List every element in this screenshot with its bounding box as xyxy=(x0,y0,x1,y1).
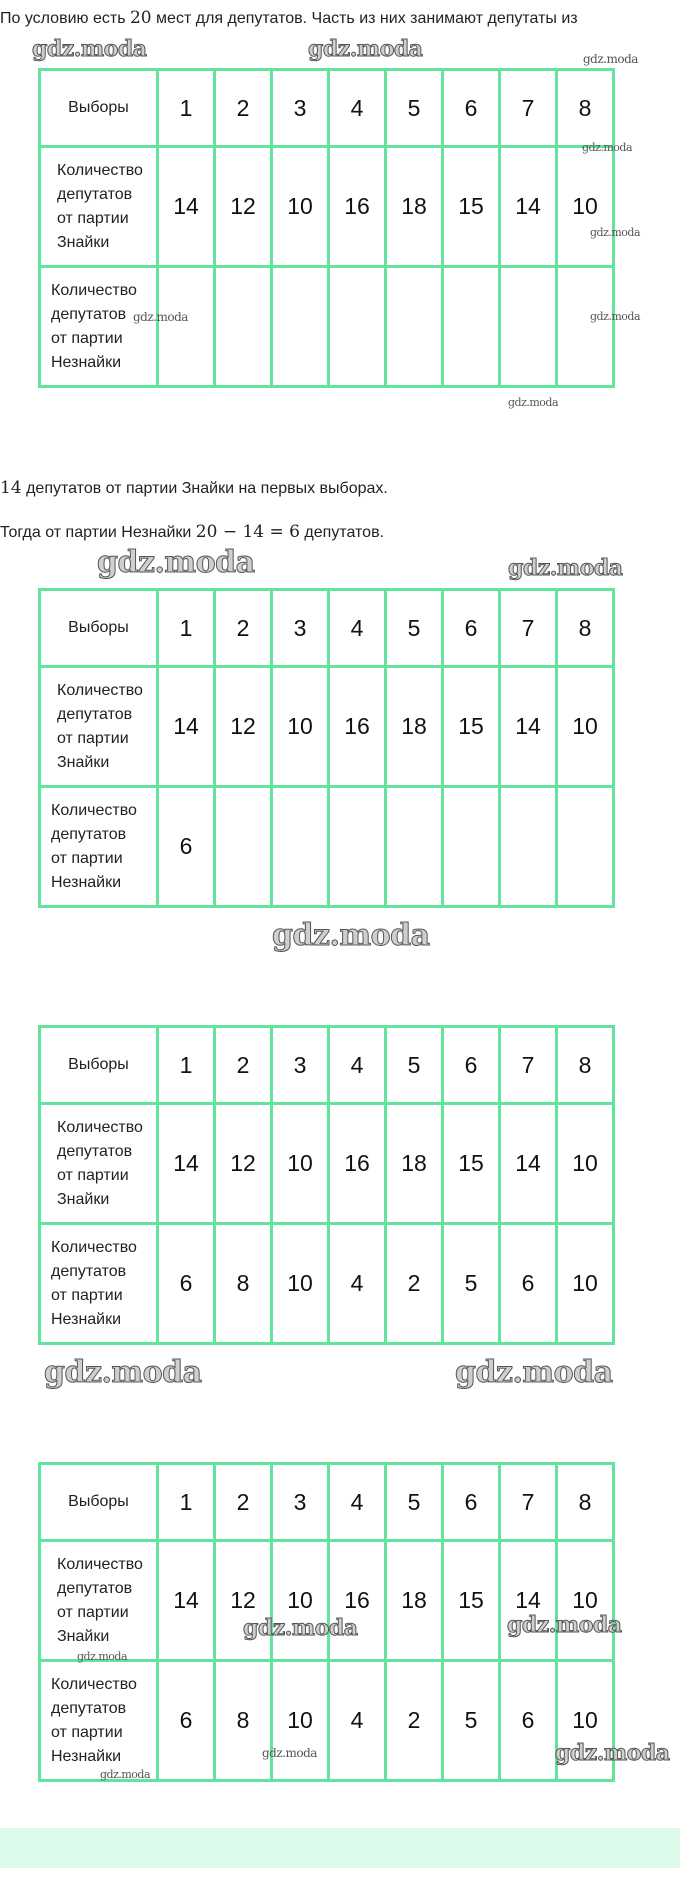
neznayka-value xyxy=(500,267,557,387)
intro-line-1 xyxy=(0,8,578,29)
watermark: gdz.moda xyxy=(308,36,423,62)
watermark: gdz.moda xyxy=(455,1355,613,1390)
election-number: 5 xyxy=(386,1464,443,1541)
neznayka-value xyxy=(215,787,272,907)
neznayka-label: Количество депутатов от партии Незнайки xyxy=(40,267,158,387)
neznayka-value xyxy=(329,787,386,907)
znayka-value: 16 xyxy=(329,667,386,787)
znayka-value: 12 xyxy=(215,1541,272,1661)
znayka-value: 14 xyxy=(158,147,215,267)
watermark: gdz.moda xyxy=(133,310,188,324)
znayka-value: 12 xyxy=(215,1104,272,1224)
znayka-value: 12 xyxy=(215,667,272,787)
election-number: 7 xyxy=(500,1464,557,1541)
neznayka-label: Количество депутатов от партии Незнайки xyxy=(40,1661,158,1781)
election-number: 7 xyxy=(500,70,557,147)
election-number: 1 xyxy=(158,590,215,667)
neznayka-value: 6 xyxy=(500,1224,557,1344)
znayka-value: 10 xyxy=(272,1541,329,1661)
znayka-value: 10 xyxy=(557,667,614,787)
intro-line-3 xyxy=(0,522,384,543)
watermark: gdz.moda xyxy=(555,1740,670,1766)
watermark: gdz.moda xyxy=(507,1612,622,1638)
neznayka-value xyxy=(272,267,329,387)
elections-label: Выборы xyxy=(40,590,158,667)
table-3 xyxy=(38,1025,615,1345)
election-number: 6 xyxy=(443,1464,500,1541)
election-number: 5 xyxy=(386,1027,443,1104)
neznayka-value: 6 xyxy=(158,1661,215,1781)
watermark: gdz.moda xyxy=(590,226,641,239)
watermark: gdz.moda xyxy=(243,1615,358,1641)
elections-label: Выборы xyxy=(40,1464,158,1541)
election-number: 5 xyxy=(386,70,443,147)
znayka-label: Количество депутатов от партии Знайки xyxy=(40,1541,158,1661)
neznayka-value: 10 xyxy=(557,1661,614,1781)
intro-line-1-number: 20 xyxy=(129,8,152,28)
znayka-value: 15 xyxy=(443,1104,500,1224)
intro-line-2-number: 14 xyxy=(0,478,22,498)
neznayka-value xyxy=(215,267,272,387)
znayka-label: Количество депутатов от партии Знайки xyxy=(40,147,158,267)
watermark: gdz.moda xyxy=(583,52,638,66)
znayka-value: 14 xyxy=(158,1104,215,1224)
election-number: 2 xyxy=(215,70,272,147)
table-1 xyxy=(38,68,615,388)
watermark: gdz.moda xyxy=(272,918,430,953)
election-number: 6 xyxy=(443,1027,500,1104)
election-number: 3 xyxy=(272,1027,329,1104)
intro-line-3-formula: 20 − 14 = 6 xyxy=(195,522,300,542)
table-row-neznayka xyxy=(40,787,614,907)
table-row-znayka xyxy=(40,147,614,267)
neznayka-value xyxy=(329,267,386,387)
election-number: 4 xyxy=(329,590,386,667)
znayka-value: 10 xyxy=(272,147,329,267)
election-number: 8 xyxy=(557,1027,614,1104)
neznayka-value xyxy=(158,267,215,387)
neznayka-value xyxy=(500,787,557,907)
znayka-value: 16 xyxy=(329,147,386,267)
znayka-value: 10 xyxy=(557,1104,614,1224)
neznayka-value xyxy=(386,787,443,907)
election-number: 3 xyxy=(272,590,329,667)
znayka-value: 10 xyxy=(272,1104,329,1224)
znayka-value: 12 xyxy=(215,147,272,267)
election-number: 7 xyxy=(500,590,557,667)
watermark: gdz.moda xyxy=(97,545,255,580)
znayka-value: 18 xyxy=(386,147,443,267)
znayka-value: 18 xyxy=(386,1541,443,1661)
neznayka-value xyxy=(386,267,443,387)
znayka-value: 15 xyxy=(443,1541,500,1661)
election-number: 1 xyxy=(158,1027,215,1104)
table-row-elections xyxy=(40,70,614,147)
neznayka-value: 6 xyxy=(158,1224,215,1344)
election-number: 3 xyxy=(272,70,329,147)
table-row-elections xyxy=(40,1027,614,1104)
neznayka-value xyxy=(443,787,500,907)
neznayka-label: Количество депутатов от партии Незнайки xyxy=(40,787,158,907)
neznayka-value: 4 xyxy=(329,1224,386,1344)
table-row-neznayka xyxy=(40,1224,614,1344)
election-number: 8 xyxy=(557,70,614,147)
watermark: gdz.moda xyxy=(77,1650,128,1663)
intro-line-2 xyxy=(0,478,388,499)
watermark: gdz.moda xyxy=(508,555,623,581)
znayka-value: 14 xyxy=(158,667,215,787)
intro-line-2-suffix: депутатов от партии Знайки на первых выборах. xyxy=(21,480,388,497)
election-number: 6 xyxy=(443,590,500,667)
watermark: gdz.moda xyxy=(582,141,633,154)
neznayka-value xyxy=(557,267,614,387)
znayka-value: 18 xyxy=(386,667,443,787)
znayka-value: 10 xyxy=(557,147,614,267)
neznayka-value: 10 xyxy=(272,1224,329,1344)
election-number: 1 xyxy=(158,1464,215,1541)
table-row-znayka xyxy=(40,1104,614,1224)
znayka-value: 14 xyxy=(500,1104,557,1224)
watermark: gdz.moda xyxy=(508,396,559,409)
znayka-value: 10 xyxy=(557,1541,614,1661)
election-number: 2 xyxy=(215,590,272,667)
table-row-elections xyxy=(40,590,614,667)
neznayka-value: 4 xyxy=(329,1661,386,1781)
watermark: gdz.moda xyxy=(100,1768,151,1781)
znayka-value: 10 xyxy=(272,667,329,787)
watermark: gdz.moda xyxy=(44,1355,202,1390)
election-number: 4 xyxy=(329,1027,386,1104)
znayka-value: 16 xyxy=(329,1104,386,1224)
election-number: 3 xyxy=(272,1464,329,1541)
neznayka-value xyxy=(443,267,500,387)
election-number: 4 xyxy=(329,1464,386,1541)
neznayka-value: 2 xyxy=(386,1224,443,1344)
neznayka-value: 8 xyxy=(215,1224,272,1344)
neznayka-value: 5 xyxy=(443,1661,500,1781)
znayka-value: 15 xyxy=(443,667,500,787)
table-row-elections xyxy=(40,1464,614,1541)
intro-line-1-suffix: мест для депутатов. Часть из них занимают депутаты из xyxy=(151,10,578,27)
election-number: 8 xyxy=(557,1464,614,1541)
election-number: 2 xyxy=(215,1027,272,1104)
table-row-neznayka xyxy=(40,267,614,387)
election-number: 8 xyxy=(557,590,614,667)
znayka-value: 14 xyxy=(500,667,557,787)
elections-label: Выборы xyxy=(40,1027,158,1104)
neznayka-value xyxy=(557,787,614,907)
neznayka-label: Количество депутатов от партии Незнайки xyxy=(40,1224,158,1344)
intro-line-3-suffix: депутатов. xyxy=(299,524,385,541)
watermark: gdz.moda xyxy=(590,310,641,323)
znayka-value: 18 xyxy=(386,1104,443,1224)
election-number: 7 xyxy=(500,1027,557,1104)
table-row-znayka xyxy=(40,667,614,787)
watermark: gdz.moda xyxy=(32,36,147,62)
election-number: 2 xyxy=(215,1464,272,1541)
neznayka-value: 2 xyxy=(386,1661,443,1781)
neznayka-value: 6 xyxy=(500,1661,557,1781)
table-2 xyxy=(38,588,615,908)
neznayka-value: 5 xyxy=(443,1224,500,1344)
bottom-band xyxy=(0,1828,680,1868)
table-row-neznayka xyxy=(40,1661,614,1781)
election-number: 6 xyxy=(443,70,500,147)
elections-label: Выборы xyxy=(40,70,158,147)
table-row-znayka xyxy=(40,1541,614,1661)
election-number: 4 xyxy=(329,70,386,147)
intro-line-3-prefix: Тогда от партии Незнайки xyxy=(0,524,196,541)
znayka-value: 16 xyxy=(329,1541,386,1661)
neznayka-value: 10 xyxy=(557,1224,614,1344)
election-number: 1 xyxy=(158,70,215,147)
neznayka-value: 8 xyxy=(215,1661,272,1781)
znayka-value: 14 xyxy=(158,1541,215,1661)
watermark: gdz.moda xyxy=(262,1746,317,1760)
znayka-label: Количество депутатов от партии Знайки xyxy=(40,1104,158,1224)
election-number: 5 xyxy=(386,590,443,667)
neznayka-value xyxy=(272,787,329,907)
znayka-value: 14 xyxy=(500,147,557,267)
znayka-value: 14 xyxy=(500,1541,557,1661)
neznayka-value: 10 xyxy=(272,1661,329,1781)
znayka-value: 15 xyxy=(443,147,500,267)
znayka-label: Количество депутатов от партии Знайки xyxy=(40,667,158,787)
intro-line-1-prefix: По условию есть xyxy=(0,10,130,27)
neznayka-value: 6 xyxy=(158,787,215,907)
